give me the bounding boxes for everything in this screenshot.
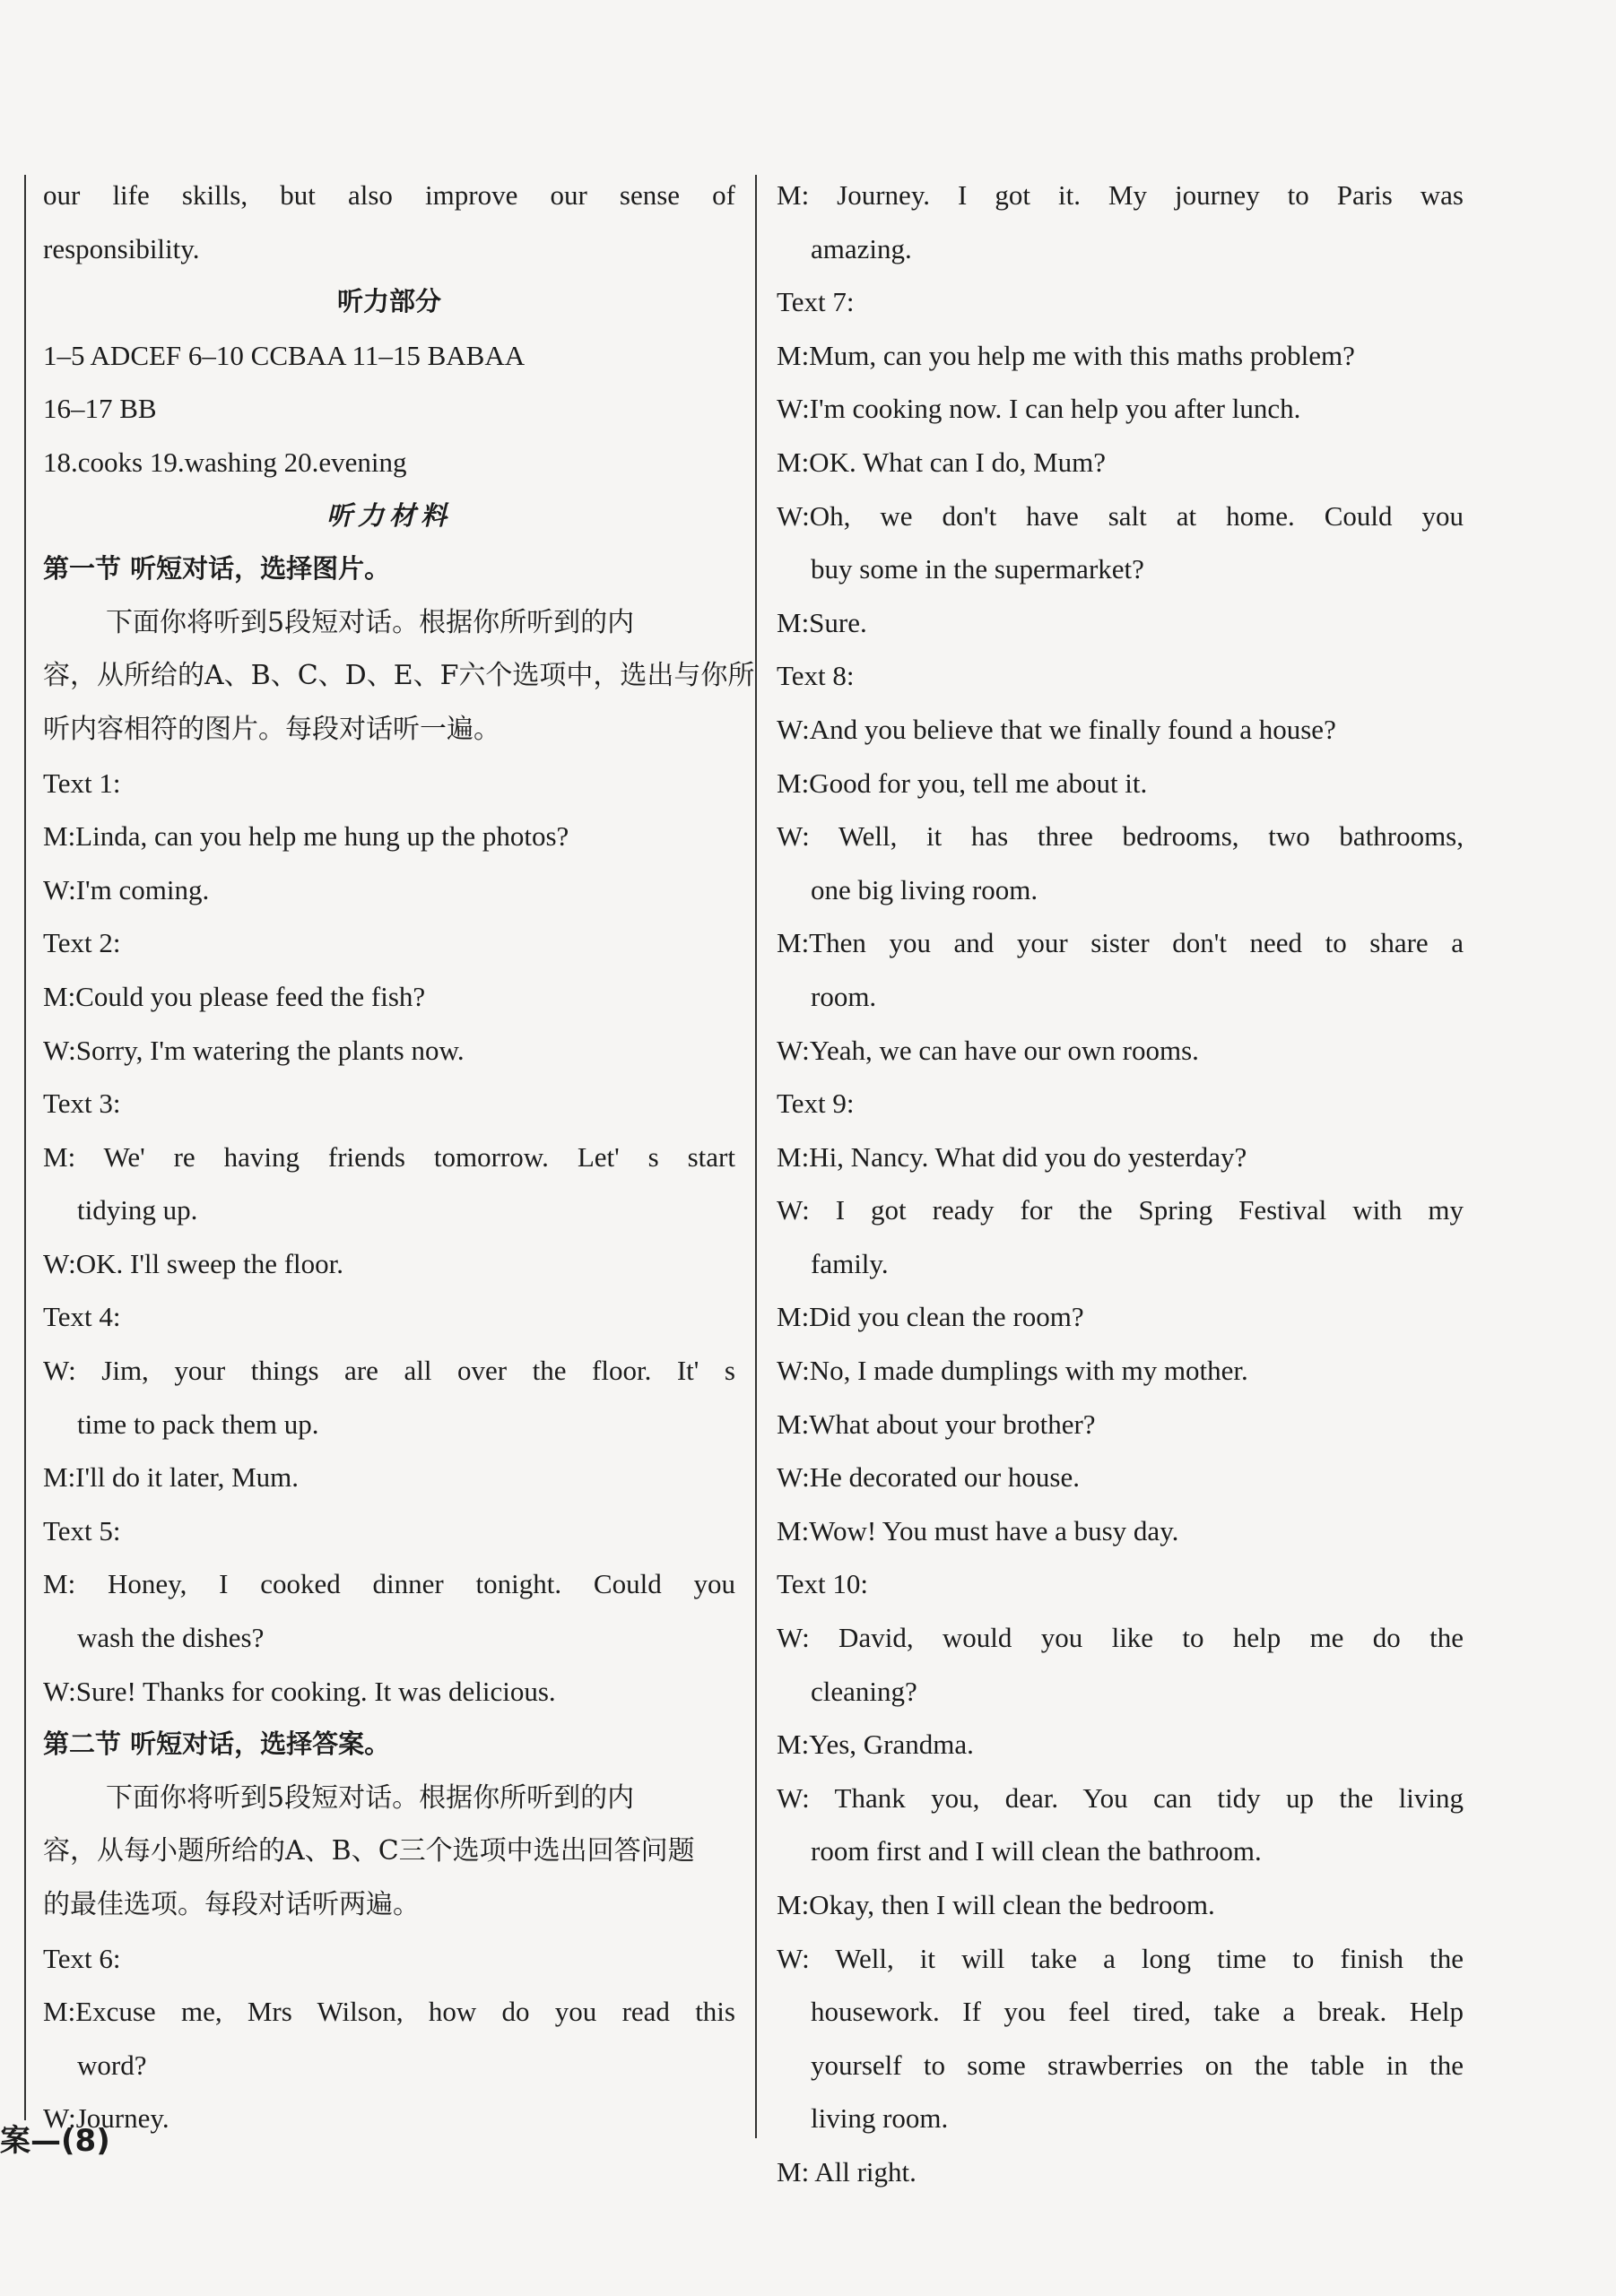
text-line: W:Sure! Thanks for cooking. It was delicious. <box>43 1675 556 1707</box>
text-line: our life skills, but also improve our sense of <box>43 179 735 211</box>
instruction-line: 下面你将听到5段短对话。根据你所听到的内 <box>106 606 635 638</box>
text-line: housework. If you feel tired, take a break. Help <box>811 1996 1464 2028</box>
subsection-title: 第一节 听短对话，选择图片。 <box>43 553 391 585</box>
section-heading: 听力部分 <box>336 286 441 317</box>
text-line: M:Yes, Grandma. <box>777 1728 974 1761</box>
text-line: living room. <box>811 2102 949 2135</box>
text-line: Text 4: <box>43 1301 121 1333</box>
text-line: Text 5: <box>43 1514 121 1547</box>
text-line: Text 8: <box>777 660 855 692</box>
text-line: tidying up. <box>77 1194 198 1226</box>
text-line: W: Well, it has three bedrooms, two bathrooms, <box>777 820 1464 853</box>
text-line: W:And you believe that we finally found a house? <box>777 713 1336 745</box>
text-line: W: Jim, your things are all over the floor. It' s <box>43 1355 735 1387</box>
text-line: W:Oh, we don't have salt at home. Could you <box>777 499 1464 532</box>
text-line: cleaning? <box>811 1675 917 1707</box>
page-number-mark: 案—(8) <box>0 2123 110 2159</box>
text-line: W:No, I made dumplings with my mother. <box>777 1355 1248 1387</box>
text-line: M:OK. What can I do, Mum? <box>777 446 1107 478</box>
text-line: W:OK. I'll sweep the floor. <box>43 1247 344 1279</box>
right-column <box>777 169 1464 2199</box>
text-line: Text 9: <box>777 1087 855 1120</box>
text-line: wash the dishes? <box>77 1622 265 1654</box>
text-line: M:Then you and your sister don't need to share a <box>777 927 1464 959</box>
text-line: W: Well, it will take a long time to finish the <box>777 1942 1464 1974</box>
text-line: Text 3: <box>43 1087 121 1120</box>
text-line: W:I'm cooking now. I can help you after lunch. <box>777 393 1301 425</box>
text-line: Text 1: <box>43 767 121 799</box>
text-line: M:I'll do it later, Mum. <box>43 1461 300 1494</box>
text-line: yourself to some strawberries on the table in the <box>811 2049 1464 2081</box>
text-line: M:What about your brother? <box>777 1408 1096 1440</box>
text-line: Text 10: <box>777 1568 869 1600</box>
text-line: M: All right. <box>777 2155 917 2188</box>
text-line: W:I'm coming. <box>43 873 210 905</box>
left-column <box>43 169 755 2145</box>
text-line: family. <box>811 1247 889 1279</box>
section-heading: 听力材料 <box>326 499 452 531</box>
text-line: M: We' re having friends tomorrow. Let' s start <box>43 1140 735 1173</box>
text-line: W:Yeah, we can have our own rooms. <box>777 1034 1199 1066</box>
text-line: M:Sure. <box>777 606 867 638</box>
text-line: W:He decorated our house. <box>777 1461 1080 1494</box>
text-line: W: Thank you, dear. You can tidy up the living <box>777 1781 1464 1814</box>
subsection-title: 第二节 听短对话，选择答案。 <box>43 1728 391 1760</box>
instruction-line: 的最佳选项。每段对话听两遍。 <box>43 1889 420 1920</box>
text-line: buy some in the supermarket? <box>811 553 1144 585</box>
text-line: amazing. <box>811 232 912 264</box>
text-line: M: Journey. I got it. My journey to Paris was <box>777 179 1464 211</box>
text-line: W: I got ready for the Spring Festival with my <box>777 1194 1464 1226</box>
column-divider <box>755 175 757 2138</box>
instruction-line: 容，从所给的A、B、C、D、E、F六个选项中，选出与你所 <box>43 660 755 692</box>
text-line: W: David, would you like to help me do the <box>777 1622 1464 1654</box>
text-line: W:Sorry, I'm watering the plants now. <box>43 1034 465 1066</box>
text-line: M:Okay, then I will clean the bedroom. <box>777 1889 1215 1920</box>
text-line: M: Honey, I cooked dinner tonight. Could you <box>43 1568 735 1600</box>
text-line: time to pack them up. <box>77 1408 319 1440</box>
left-margin-rule <box>24 175 26 2120</box>
text-line: 1–5 ADCEF 6–10 CCBAA 11–15 BABAA <box>43 339 526 371</box>
text-line: responsibility. <box>43 232 200 264</box>
instruction-line: 下面你将听到5段短对话。根据你所听到的内 <box>106 1781 635 1814</box>
text-line: 18.cooks 19.washing 20.evening <box>43 446 407 478</box>
text-line: word? <box>77 2049 147 2081</box>
text-line: M:Hi, Nancy. What did you do yesterday? <box>777 1140 1247 1173</box>
instruction-line: 听内容相符的图片。每段对话听一遍。 <box>43 713 500 745</box>
instruction-line: 容，从每小题所给的A、B、C三个选项中选出回答问题 <box>43 1835 695 1867</box>
text-line: M:Mum, can you help me with this maths problem? <box>777 339 1355 371</box>
text-line: room first and I will clean the bathroom. <box>811 1835 1262 1867</box>
text-line: M:Did you clean the room? <box>777 1301 1084 1333</box>
text-line: M:Linda, can you help me hung up the photos? <box>43 820 569 853</box>
text-line: 16–17 BB <box>43 393 157 425</box>
text-line: Text 7: <box>777 286 855 318</box>
text-line: Text 2: <box>43 927 121 959</box>
text-line: M:Could you please feed the fish? <box>43 980 426 1012</box>
text-line: Text 6: <box>43 1942 121 1974</box>
text-line: M:Excuse me, Mrs Wilson, how do you read this <box>43 1996 735 2028</box>
text-line: room. <box>811 980 877 1012</box>
text-line: M:Wow! You must have a busy day. <box>777 1514 1179 1547</box>
text-line: one big living room. <box>811 873 1038 905</box>
text-line: M:Good for you, tell me about it. <box>777 767 1148 799</box>
text-line: W:Journey. <box>43 2102 169 2135</box>
